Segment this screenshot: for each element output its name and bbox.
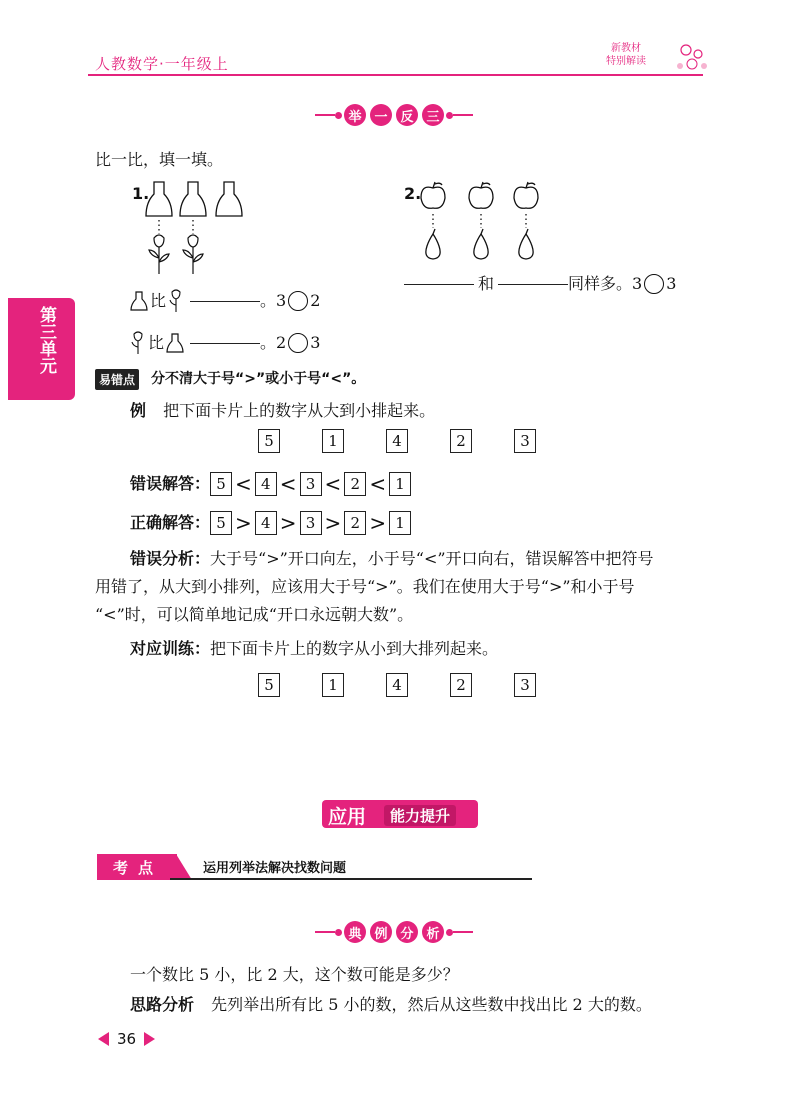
thinking-line <box>130 994 652 1016</box>
number-card: 5 <box>210 472 232 496</box>
number-card: 1 <box>322 673 344 697</box>
easy-mistake <box>95 368 365 390</box>
example-text: 把下面卡片上的数字从大到小排起来。 <box>163 401 436 420</box>
greater-than-symbol: > <box>235 511 252 535</box>
number-card: 3 <box>300 472 322 496</box>
wrong-answer-label: 错误解答： <box>130 474 211 493</box>
section-header-jyfs <box>315 104 473 126</box>
number-card: 1 <box>322 429 344 453</box>
section-bubble: 分 <box>396 921 418 943</box>
apply-banner-left: 应用 <box>328 806 367 828</box>
apply-banner-right: 能力提升 <box>384 805 456 826</box>
correct-answer-label: 正确解答： <box>130 513 211 532</box>
less-than-symbol: < <box>369 472 387 496</box>
answer-blank[interactable] <box>404 284 474 285</box>
running-header-title: 人教数学·一年级上 <box>95 55 229 73</box>
number-card: 2 <box>450 429 472 453</box>
badge-line2: 特别解读 <box>606 56 646 67</box>
unit-side-tab-label: 第三单元 <box>36 306 56 374</box>
task-intro: 比一比，填一填。 <box>95 150 224 169</box>
section-bubble: 例 <box>370 921 392 943</box>
number-card: 2 <box>344 472 366 496</box>
q2-end: 3 <box>666 274 677 293</box>
thinking-label: 思路分析 <box>130 995 195 1014</box>
vase-icon <box>216 182 242 216</box>
section-bubble: 三 <box>422 104 444 126</box>
less-than-symbol: < <box>279 472 297 496</box>
number-card: 3 <box>514 429 536 453</box>
section-line <box>453 114 473 116</box>
vase-icon <box>180 182 206 216</box>
practice-line <box>130 638 498 660</box>
header-rule <box>88 74 703 76</box>
section-header-dlfx <box>315 921 473 943</box>
compare-word: 比 <box>148 333 165 352</box>
practice-cards <box>258 673 536 697</box>
practice-label: 对应训练： <box>130 639 211 658</box>
analysis-label: 错误分析： <box>130 549 211 568</box>
kaodian-label: 考点 <box>113 859 164 877</box>
vase-icon <box>166 332 184 354</box>
q1-line1-end: 2 <box>310 291 321 310</box>
answer-blank[interactable] <box>190 301 260 302</box>
analysis-line2: 用错了，从大到小排列，应该用大于号“>”。我们在使用大于号“>”和小于号 <box>95 577 635 596</box>
compare-circle[interactable] <box>288 333 308 353</box>
number-card: 2 <box>344 511 366 535</box>
flower-decoration-icon <box>640 40 710 72</box>
pear-icon <box>426 229 440 259</box>
apple-icon <box>469 182 493 208</box>
apply-banner <box>322 800 478 828</box>
kaodian-arrow-icon <box>176 854 192 880</box>
q1-illustration <box>144 178 244 278</box>
rose-icon <box>168 289 184 313</box>
prev-page-icon[interactable] <box>98 1032 109 1046</box>
page-number: 36 <box>117 1030 137 1048</box>
section-dot <box>335 112 342 119</box>
vase-icon <box>130 290 148 312</box>
compare-word: 比 <box>150 291 167 310</box>
section-dot <box>335 929 342 936</box>
number-card: 3 <box>514 673 536 697</box>
rose-icon <box>183 235 203 274</box>
section-bubble: 反 <box>396 104 418 126</box>
q1-line2-end: 3 <box>310 333 321 352</box>
section-bubble: 析 <box>422 921 444 943</box>
greater-than-symbol: > <box>369 511 387 535</box>
number-card: 5 <box>258 429 280 453</box>
badge-line1: 新教材 <box>611 43 641 54</box>
kaodian-text: 运用列举法解决找数问题 <box>203 861 347 876</box>
pear-icon <box>519 229 533 259</box>
pear-icon <box>474 229 488 259</box>
greater-than-symbol: > <box>324 511 342 535</box>
q1-line1 <box>130 289 320 313</box>
analysis-text: 大于号“>”开口向左，小于号“<”开口向右，错误解答中把符号 <box>210 549 654 568</box>
number-card: 4 <box>386 429 408 453</box>
number-card: 4 <box>386 673 408 697</box>
easy-mistake-text: 分不清大于号“>”或小于号“<”。 <box>151 371 366 387</box>
kaodian-tag <box>97 854 177 880</box>
rose-icon <box>149 235 169 274</box>
section-bubble: 一 <box>370 104 392 126</box>
q1-line2 <box>130 331 320 355</box>
less-than-symbol: < <box>235 472 252 496</box>
easy-mistake-tag: 易错点 <box>95 369 139 390</box>
number-card: 4 <box>255 511 277 535</box>
number-card: 4 <box>255 472 277 496</box>
section-bubble: 典 <box>344 921 366 943</box>
thinking-text: 先列举出所有比 5 小的数，然后从这些数中找出比 2 大的数。 <box>211 995 652 1014</box>
number-card: 1 <box>389 511 411 535</box>
section-line <box>453 931 473 933</box>
rose-icon <box>130 331 146 355</box>
analysis-line3: “<”时，可以简单地记成“开口永远朝大数”。 <box>95 605 414 624</box>
example-label: 例 <box>130 401 147 420</box>
unit-side-tab <box>8 298 75 400</box>
compare-circle[interactable] <box>644 274 664 294</box>
q2-line <box>404 273 676 295</box>
section-line <box>315 931 335 933</box>
greater-than-symbol: > <box>279 511 297 535</box>
less-than-symbol: < <box>324 472 342 496</box>
vase-icon <box>146 182 172 216</box>
answer-blank[interactable] <box>498 284 568 285</box>
number-card: 5 <box>210 511 232 535</box>
number-card: 2 <box>450 673 472 697</box>
answer-blank[interactable] <box>190 343 260 344</box>
section-line <box>315 114 335 116</box>
number-card: 5 <box>258 673 280 697</box>
q1-line1-tail: 。3 <box>260 291 287 310</box>
analysis-line1 <box>130 548 654 570</box>
next-page-icon[interactable] <box>144 1032 155 1046</box>
number-card: 1 <box>389 472 411 496</box>
kaodian-rule <box>170 878 532 880</box>
example-cards <box>258 429 536 453</box>
compare-circle[interactable] <box>288 291 308 311</box>
section-dot <box>446 112 453 119</box>
section-bubble: 举 <box>344 104 366 126</box>
q2-number: 2. <box>404 184 422 203</box>
q2-illustration <box>418 178 548 262</box>
q1-line2-tail: 。2 <box>260 333 287 352</box>
wrong-answer <box>130 472 411 496</box>
practice-text: 把下面卡片上的数字从小到大排列起来。 <box>210 639 499 658</box>
q2-same: 同样多。3 <box>568 274 643 293</box>
q1-number: 1. <box>132 184 150 203</box>
q2-and: 和 <box>478 274 495 293</box>
example-line <box>130 400 435 422</box>
page-footer <box>98 1030 155 1048</box>
problem-text: 一个数比 5 小，比 2 大，这个数可能是多少？ <box>130 965 459 984</box>
apple-icon <box>421 182 445 208</box>
apple-icon <box>514 182 538 208</box>
section-dot <box>446 929 453 936</box>
number-card: 3 <box>300 511 322 535</box>
correct-answer <box>130 511 411 535</box>
